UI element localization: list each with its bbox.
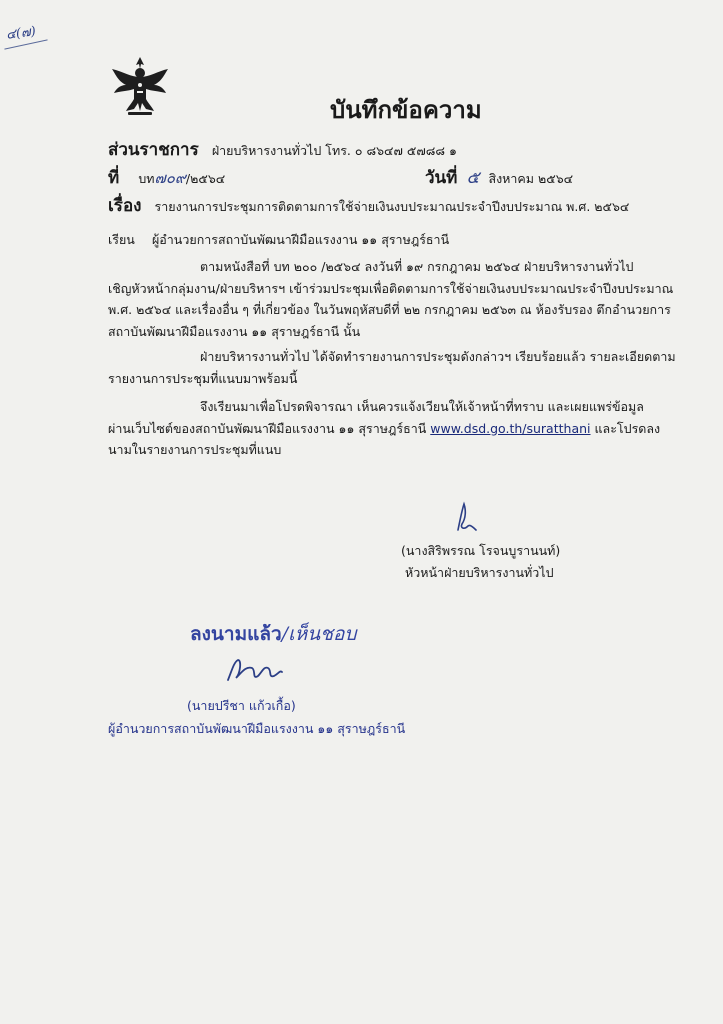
paragraph-1-line: สถาบันพัฒนาฝีมือแรงงาน ๑๑ สุราษฎร์ธานี นั้น	[108, 323, 361, 339]
sender-position: หัวหน้าฝ่ายบริหารงานทั่วไป	[405, 565, 554, 580]
sender-name: (นางสิริพรรณ โรจนบูรานนท์)	[401, 543, 561, 558]
date-row	[425, 164, 573, 191]
paragraph-3-line: จึงเรียนมาเพื่อโปรดพิจารณา เห็นควรแจ้งเวียนให้เจ้าหน้าที่ทราบ และเผยแพร่ข้อมูล	[200, 399, 644, 414]
reference-label: ที่	[108, 168, 120, 188]
paragraph-2-line: รายงานการประชุมที่แนบมาพร้อมนี้	[108, 370, 298, 386]
paragraph-3-line	[108, 418, 660, 440]
approver-signature-icon	[222, 652, 286, 686]
subject-label: เรื่อง	[108, 196, 142, 216]
paragraph-1-line: เชิญหัวหน้ากลุ่มงาน/ฝ่ายบริหารฯ เข้าร่วมประชุมเพื่อติดตามการใช้จ่ายเงินงบประมาณประจำปีงบประมาณ	[108, 280, 674, 296]
paragraph-3-text: และโปรดลง	[590, 420, 661, 436]
approval-stamp: ลงนามแล้ว	[190, 623, 282, 645]
paragraph-2	[108, 346, 676, 389]
corner-handwritten-note: ๔(๗)	[5, 23, 37, 43]
reference-row	[108, 164, 225, 191]
garuda-emblem-icon	[108, 55, 172, 117]
addressee-row	[108, 229, 449, 250]
department-row	[108, 136, 457, 163]
department-label: ส่วนราชการ	[108, 140, 199, 160]
approval-handwritten-note: /เห็นชอบ	[281, 623, 357, 645]
subject-row	[108, 192, 629, 219]
reference-suffix: /๒๕๖๔	[185, 171, 226, 186]
subject-value: รายงานการประชุมการติดตามการใช้จ่ายเงินงบประมาณประจำปีงบประมาณ พ.ศ. ๒๕๖๔	[154, 199, 630, 214]
date-month-year: สิงหาคม ๒๕๖๔	[488, 171, 574, 186]
paragraph-1	[108, 256, 673, 342]
date-label: วันที่	[425, 168, 458, 188]
website-link[interactable]: www.dsd.go.th/suratthani	[430, 420, 591, 436]
paragraph-2-line: ฝ่ายบริหารงานทั่วไป ได้จัดทำรายงานการประชุมดังกล่าวฯ เรียบร้อยแล้ว รายละเอียดตาม	[200, 349, 676, 364]
paragraph-3	[108, 396, 660, 461]
paragraph-1-line: พ.ศ. ๒๕๖๔ และเรื่องอื่น ๆ ที่เกี่ยวข้อง ในวันพฤหัสบดีที่ ๒๒ กรกฎาคม ๒๕๖๓ ณ ห้องรับรอง ตึกอำนวยการ	[108, 302, 671, 317]
approver-position: ผู้อำนวยการสถาบันพัฒนาฝีมือแรงงาน ๑๑ สุราษฎร์ธานี	[108, 721, 406, 736]
paragraph-3-line: นามในรายงานการประชุมที่แนบ	[108, 442, 282, 457]
reference-prefix: บท	[138, 171, 155, 186]
addressee-label: เรียน	[108, 232, 135, 247]
paragraph-1-line: ตามหนังสือที่ บท ๒๐๐ /๒๕๖๔ ลงวันที่ ๑๙ กรกฎาคม ๒๕๖๔ ฝ่ายบริหารงานทั่วไป	[200, 259, 634, 274]
paragraph-3-text: ผ่านเว็บไซต์ของสถาบันพัฒนาฝีมือแรงงาน ๑๑ สุราษฎร์ธานี	[108, 420, 431, 436]
approval-stamp-row	[190, 619, 356, 649]
addressee-value: ผู้อำนวยการสถาบันพัฒนาฝีมือแรงงาน ๑๑ สุราษฎร์ธานี	[151, 232, 450, 247]
sender-signature-icon	[450, 500, 480, 536]
approver-name: (นายปรีชา แก้วเกื้อ)	[187, 698, 296, 713]
department-value: ฝ่ายบริหารงานทั่วไป โทร. ๐ ๘๖๔๗ ๕๗๘๘ ๑	[211, 143, 457, 158]
date-handwritten-day: ๕	[466, 168, 480, 188]
reference-handwritten-number: ๗๐๙	[154, 169, 186, 187]
memo-title: บันทึกข้อความ	[330, 96, 482, 124]
